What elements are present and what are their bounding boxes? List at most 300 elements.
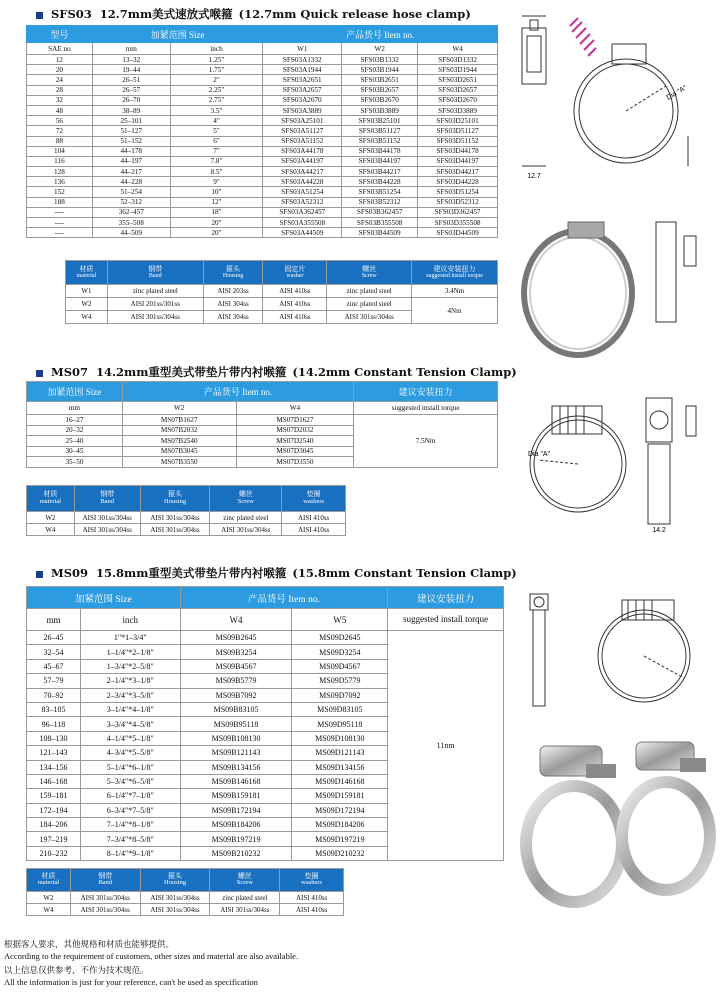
table-cell: 96–118 bbox=[27, 717, 81, 731]
table-cell: MS09D4567 bbox=[292, 659, 388, 673]
table-cell: SFS03A2657 bbox=[263, 85, 342, 95]
table-cell: 7–3/4"*8–5/8" bbox=[80, 832, 180, 846]
table-cell: 136 bbox=[27, 177, 93, 187]
table-cell: 44–178 bbox=[92, 146, 170, 156]
material-header-4 bbox=[282, 486, 346, 512]
table-cell: MS09B83105 bbox=[180, 702, 292, 716]
note-cn-2: 以上信息仅供参考，不作为技术规范。 bbox=[4, 965, 149, 975]
ms07-title bbox=[36, 364, 517, 380]
table-row bbox=[27, 55, 498, 65]
table-cell: 44–228 bbox=[92, 177, 170, 187]
table-cell: 4" bbox=[170, 116, 263, 126]
material-cell: W2 bbox=[27, 892, 71, 904]
table-cell: SFS03A44217 bbox=[263, 167, 342, 177]
table-cell: 44–509 bbox=[92, 228, 170, 238]
material-header-cn: 固定片 bbox=[284, 264, 306, 273]
table-cell: 355–508 bbox=[92, 218, 170, 228]
material-header-en: washers bbox=[301, 879, 323, 887]
table-cell: MS09D83105 bbox=[292, 702, 388, 716]
table-row bbox=[27, 177, 498, 187]
material-cell: AISI 301ss/304ss bbox=[210, 524, 282, 536]
ms07-code: MS07 bbox=[51, 365, 89, 379]
table-cell: MS09B2645 bbox=[180, 631, 292, 645]
table-cell: 1–1/4"*2–1/8" bbox=[80, 645, 180, 659]
table-cell: SFS03D1944 bbox=[418, 65, 498, 75]
header-item-no: 产品货号 Item no. bbox=[180, 587, 388, 609]
table-row bbox=[27, 65, 498, 75]
material-row bbox=[27, 904, 344, 916]
table-cell: SFS03D1332 bbox=[418, 55, 498, 65]
material-header-cn: 钢带 bbox=[98, 871, 113, 880]
material-cell: AISI 301ss/304ss bbox=[74, 512, 140, 524]
material-header-en: material bbox=[76, 273, 97, 280]
table-cell: 197–219 bbox=[27, 832, 81, 846]
table-cell: 134–156 bbox=[27, 760, 81, 774]
mat-row-w1-housing: AISI 203ss bbox=[203, 285, 263, 298]
header-inch: inch bbox=[170, 43, 263, 55]
table-cell: SFS03A51254 bbox=[263, 187, 342, 197]
table-cell: ---- bbox=[27, 207, 93, 217]
table-cell: SFS03D2651 bbox=[418, 75, 498, 85]
ms07-size-table bbox=[26, 381, 498, 468]
material-header-4 bbox=[280, 869, 344, 892]
table-cell: 45–67 bbox=[27, 659, 81, 673]
material-cell: AISI 301ss/304ss bbox=[140, 892, 210, 904]
material-header-1 bbox=[74, 486, 140, 512]
table-row bbox=[27, 218, 498, 228]
ms09-size-table bbox=[26, 586, 504, 861]
ms09-title bbox=[36, 565, 517, 581]
table-cell: 88 bbox=[27, 136, 93, 146]
material-header-cn: 箍头 bbox=[226, 264, 241, 273]
material-header-3 bbox=[263, 261, 327, 285]
table-cell: 26–57 bbox=[92, 85, 170, 95]
table-cell: 2" bbox=[170, 75, 263, 85]
mat-row-w4-washer: AISI 410ss bbox=[263, 311, 327, 324]
table-cell: SFS03A44228 bbox=[263, 177, 342, 187]
table-cell: 5–3/4"*6–5/8" bbox=[80, 774, 180, 788]
header-inch: inch bbox=[80, 609, 180, 631]
table-cell: 35–50 bbox=[27, 457, 123, 468]
table-cell: MS09D3254 bbox=[292, 645, 388, 659]
table-cell: 57–79 bbox=[27, 674, 81, 688]
material-header-2 bbox=[140, 869, 210, 892]
mat-row-w4-screw: AISI 301ss/304ss bbox=[327, 311, 412, 324]
table-cell: MS09D210232 bbox=[292, 846, 388, 860]
table-cell: 26–51 bbox=[92, 75, 170, 85]
table-cell: SFS03D52312 bbox=[418, 197, 498, 207]
table-cell: 159–181 bbox=[27, 789, 81, 803]
table-cell: 184–206 bbox=[27, 818, 81, 832]
material-header-en: Screw bbox=[236, 879, 253, 887]
table-row bbox=[27, 95, 498, 105]
table-cell: 18" bbox=[170, 207, 263, 217]
material-header-cn: 垫圈 bbox=[306, 490, 321, 499]
table-row bbox=[27, 75, 498, 85]
table-cell: 10" bbox=[170, 187, 263, 197]
material-cell: AISI 301ss/304ss bbox=[70, 892, 140, 904]
ms09-product-photo bbox=[516, 726, 720, 922]
note-en-2: All the information is just for your reference, can't be used as specification bbox=[4, 977, 258, 987]
table-row bbox=[27, 146, 498, 156]
table-cell: 3–1/4"*4–1/8" bbox=[80, 702, 180, 716]
table-cell: MS09B121143 bbox=[180, 746, 292, 760]
table-cell: SFS03B1944 bbox=[342, 65, 418, 75]
table-cell: SFS03A52312 bbox=[263, 197, 342, 207]
table-cell: MS09D108130 bbox=[292, 731, 388, 745]
material-header-3 bbox=[210, 869, 280, 892]
note-cn-1: 根据客人要求，其他规格和材质也能够提供。 bbox=[4, 939, 175, 949]
header-w1: W1 bbox=[263, 43, 342, 55]
table-cell: 30–45 bbox=[27, 446, 123, 457]
table-cell: SFS03B51254 bbox=[342, 187, 418, 197]
table-cell: 19–44 bbox=[92, 65, 170, 75]
table-cell: 1–3/4"*2–5/8" bbox=[80, 659, 180, 673]
table-cell: 13–32 bbox=[92, 55, 170, 65]
table-row bbox=[27, 85, 498, 95]
table-cell: 12" bbox=[170, 197, 263, 207]
material-cell: AISI 410ss bbox=[280, 904, 344, 916]
table-cell: 52–312 bbox=[92, 197, 170, 207]
table-cell: 108–130 bbox=[27, 731, 81, 745]
note-en-1: According to the requirement of customers, other sizes and material are also available. bbox=[4, 951, 299, 961]
material-header-en: Band bbox=[98, 879, 113, 887]
table-cell: 3.5" bbox=[170, 105, 263, 115]
ms07-material-table bbox=[26, 485, 346, 536]
material-cell: W4 bbox=[27, 904, 71, 916]
table-cell: MS07B2032 bbox=[122, 425, 236, 436]
material-header-cn: 螺丝 bbox=[362, 264, 377, 273]
material-cell: AISI 301ss/304ss bbox=[140, 904, 210, 916]
table-cell: 128 bbox=[27, 167, 93, 177]
header-torque: 建议安装扭力 bbox=[388, 587, 504, 609]
table-row bbox=[27, 116, 498, 126]
title-bullet-icon bbox=[36, 571, 43, 578]
table-cell: 7" bbox=[170, 146, 263, 156]
ms09-title-en: (15.8mm Constant Tension Clamp) bbox=[292, 566, 517, 580]
table-cell: 16–27 bbox=[27, 415, 123, 426]
header-w5: W5 bbox=[292, 609, 388, 631]
table-cell: 210–232 bbox=[27, 846, 81, 860]
table-cell: 44–217 bbox=[92, 167, 170, 177]
table-cell: MS09B134156 bbox=[180, 760, 292, 774]
table-cell: 1.75" bbox=[170, 65, 263, 75]
header-mm: mm bbox=[27, 609, 81, 631]
table-cell: 6" bbox=[170, 136, 263, 146]
table-cell: SFS03B44228 bbox=[342, 177, 418, 187]
header-range: 加紧范围 Size bbox=[27, 382, 123, 402]
table-cell: MS09B7092 bbox=[180, 688, 292, 702]
table-row bbox=[27, 207, 498, 217]
header-range: 加紧范围 Size bbox=[92, 26, 263, 43]
sfs03-dim-dia: Dia "A" bbox=[665, 84, 689, 102]
table-cell: MS09B3254 bbox=[180, 645, 292, 659]
sfs03-title-en: (12.7mm Quick release hose clamp) bbox=[238, 7, 471, 21]
table-cell: MS09D172194 bbox=[292, 803, 388, 817]
table-cell: SFS03D2670 bbox=[418, 95, 498, 105]
table-cell: 48 bbox=[27, 105, 93, 115]
table-cell: MS09B172194 bbox=[180, 803, 292, 817]
material-header-en: Housing bbox=[222, 273, 244, 280]
header-item-no: 产品货号 Item no. bbox=[263, 26, 498, 43]
mat-row-w24-torque: 4Nm bbox=[412, 298, 498, 324]
table-row bbox=[27, 126, 498, 136]
table-cell: 116 bbox=[27, 156, 93, 166]
material-header-en: Band bbox=[148, 273, 162, 280]
table-cell: SFS03D44228 bbox=[418, 177, 498, 187]
table-cell: SFS03A2670 bbox=[263, 95, 342, 105]
mat-row-w1-washer: AISI 410ss bbox=[263, 285, 327, 298]
table-cell: MS09B4567 bbox=[180, 659, 292, 673]
table-cell: MS09B5779 bbox=[180, 674, 292, 688]
material-header-0 bbox=[66, 261, 108, 285]
table-cell: MS07D2540 bbox=[236, 436, 354, 447]
table-cell: SFS03B2651 bbox=[342, 75, 418, 85]
table-cell: 32 bbox=[27, 95, 93, 105]
material-row bbox=[27, 524, 346, 536]
table-cell: SFS03D44197 bbox=[418, 156, 498, 166]
table-cell: MS07D3045 bbox=[236, 446, 354, 457]
ms07-title-en: (14.2mm Constant Tension Clamp) bbox=[292, 365, 517, 379]
table-cell: MS09B95118 bbox=[180, 717, 292, 731]
table-cell: MS09D95118 bbox=[292, 717, 388, 731]
table-cell: SFS03B362457 bbox=[342, 207, 418, 217]
table-cell: 32–54 bbox=[27, 645, 81, 659]
mat-row-w1-band: zinc plated steel bbox=[107, 285, 203, 298]
table-cell: MS09D7092 bbox=[292, 688, 388, 702]
material-row bbox=[27, 892, 344, 904]
ms09-title-cn: 15.8mm重型美式带垫片带内衬喉箍 bbox=[96, 566, 287, 580]
table-cell: SFS03A51127 bbox=[263, 126, 342, 136]
material-header-cn: 材质 bbox=[43, 490, 58, 499]
material-cell: AISI 410ss bbox=[280, 892, 344, 904]
table-cell: SFS03B52312 bbox=[342, 197, 418, 207]
table-cell: 7–1/4"*8–1/8" bbox=[80, 818, 180, 832]
table-cell: ---- bbox=[27, 228, 93, 238]
table-cell: MS07B1627 bbox=[122, 415, 236, 426]
material-header-2 bbox=[140, 486, 210, 512]
table-cell: SFS03B44178 bbox=[342, 146, 418, 156]
mat-row-w1-grade: W1 bbox=[66, 285, 108, 298]
table-cell: SFS03B51127 bbox=[342, 126, 418, 136]
table-cell: 152 bbox=[27, 187, 93, 197]
table-cell: SFS03A355508 bbox=[263, 218, 342, 228]
material-header-en: Screw bbox=[361, 273, 377, 280]
table-cell: MS09B146168 bbox=[180, 774, 292, 788]
table-cell: SFS03A25101 bbox=[263, 116, 342, 126]
table-row bbox=[27, 105, 498, 115]
material-header-0 bbox=[27, 869, 71, 892]
table-cell: SFS03A2651 bbox=[263, 75, 342, 85]
material-cell: AISI 301ss/304ss bbox=[70, 904, 140, 916]
table-cell: SFS03D355508 bbox=[418, 218, 498, 228]
table-cell: 9" bbox=[170, 177, 263, 187]
table-cell: 38–89 bbox=[92, 105, 170, 115]
table-cell: MS09B210232 bbox=[180, 846, 292, 860]
material-header-cn: 箍头 bbox=[168, 490, 183, 499]
header-w4: W4 bbox=[418, 43, 498, 55]
title-bullet-icon bbox=[36, 12, 43, 19]
sfs03-technical-drawing bbox=[508, 6, 720, 206]
table-cell: MS07D2032 bbox=[236, 425, 354, 436]
material-header-cn: 螺丝 bbox=[237, 871, 252, 880]
table-cell: MS09B197219 bbox=[180, 832, 292, 846]
table-cell: 2.25" bbox=[170, 85, 263, 95]
table-cell: SFS03B51152 bbox=[342, 136, 418, 146]
table-cell: MS07B2540 bbox=[122, 436, 236, 447]
table-cell: 8.5" bbox=[170, 167, 263, 177]
ms09-material-table bbox=[26, 868, 344, 916]
table-cell: 6–3/4"*7–5/8" bbox=[80, 803, 180, 817]
table-cell: SFS03B2657 bbox=[342, 85, 418, 95]
table-cell: 24 bbox=[27, 75, 93, 85]
ms09-technical-drawing bbox=[516, 586, 720, 722]
material-header-4 bbox=[327, 261, 412, 285]
material-header-5 bbox=[412, 261, 498, 285]
table-row bbox=[27, 415, 498, 426]
table-cell: SFS03D44178 bbox=[418, 146, 498, 156]
table-row bbox=[27, 167, 498, 177]
mat-row-w2-screw: zinc plated steel bbox=[327, 298, 412, 311]
material-cell: AISI 301ss/304ss bbox=[140, 512, 210, 524]
table-cell: 104 bbox=[27, 146, 93, 156]
ms09-code: MS09 bbox=[51, 566, 89, 580]
table-cell: 51–152 bbox=[92, 136, 170, 146]
table-cell: MS09D159181 bbox=[292, 789, 388, 803]
material-header-cn: 建议安装扭力 bbox=[433, 264, 476, 273]
material-header-en: suggested install torque bbox=[426, 273, 483, 280]
table-cell: SFS03A44178 bbox=[263, 146, 342, 156]
mat-row-w1-screw: zinc plated steel bbox=[327, 285, 412, 298]
table-cell: MS09D197219 bbox=[292, 832, 388, 846]
table-row bbox=[27, 631, 504, 645]
material-header-en: material bbox=[39, 497, 62, 505]
table-cell: MS07D3550 bbox=[236, 457, 354, 468]
table-cell: MS09B184206 bbox=[180, 818, 292, 832]
mat-row-w2-band: AISI 201ss/301ss bbox=[107, 298, 203, 311]
header-w4: W4 bbox=[236, 402, 354, 415]
table-cell: 2.75" bbox=[170, 95, 263, 105]
table-cell: SFS03A362457 bbox=[263, 207, 342, 217]
table-cell: 12 bbox=[27, 55, 93, 65]
table-cell: 2–1/4"*3–1/8" bbox=[80, 674, 180, 688]
material-cell: AISI 301ss/304ss bbox=[140, 524, 210, 536]
table-cell: SFS03A1332 bbox=[263, 55, 342, 65]
table-cell: MS09B108130 bbox=[180, 731, 292, 745]
table-cell: SFS03A44509 bbox=[263, 228, 342, 238]
material-header-cn: 材质 bbox=[41, 871, 56, 880]
table-cell: 362–457 bbox=[92, 207, 170, 217]
table-cell: 83–105 bbox=[27, 702, 81, 716]
table-row bbox=[27, 187, 498, 197]
material-header-cn: 钢带 bbox=[100, 490, 115, 499]
mat-row-w2-grade: W2 bbox=[66, 298, 108, 311]
table-cell: 26–70 bbox=[92, 95, 170, 105]
table-cell: 121–143 bbox=[27, 746, 81, 760]
table-cell: SFS03B44217 bbox=[342, 167, 418, 177]
table-cell: 20" bbox=[170, 218, 263, 228]
material-cell: AISI 301ss/304ss bbox=[210, 904, 280, 916]
header-w4: W4 bbox=[180, 609, 292, 631]
material-header-en: Screw bbox=[237, 497, 254, 505]
table-cell: SFS03D2657 bbox=[418, 85, 498, 95]
mat-row-w4-grade: W4 bbox=[66, 311, 108, 324]
ms07-title-cn: 14.2mm重型美式带垫片带内衬喉箍 bbox=[96, 365, 287, 379]
header-w2: W2 bbox=[342, 43, 418, 55]
material-header-en: Housing bbox=[164, 497, 187, 505]
mat-row-w2-washer: AISI 410ss bbox=[263, 298, 327, 311]
table-cell: 172–194 bbox=[27, 803, 81, 817]
sfs03-title-cn: 12.7mm美式速放式喉箍 bbox=[99, 7, 233, 21]
table-cell: SFS03B25101 bbox=[342, 116, 418, 126]
material-header-0 bbox=[27, 486, 75, 512]
material-header-cn: 垫圈 bbox=[304, 871, 319, 880]
table-cell: 26–45 bbox=[27, 631, 81, 645]
sfs03-title bbox=[36, 6, 471, 22]
mat-row-w4-band: AISI 301ss/304ss bbox=[107, 311, 203, 324]
table-cell: MS09D5779 bbox=[292, 674, 388, 688]
table-row bbox=[27, 228, 498, 238]
table-cell: MS09D184206 bbox=[292, 818, 388, 832]
material-header-1 bbox=[107, 261, 203, 285]
table-cell: MS09D121143 bbox=[292, 746, 388, 760]
table-row bbox=[27, 136, 498, 146]
material-cell: AISI 410ss bbox=[282, 524, 346, 536]
table-cell: 20–32 bbox=[27, 425, 123, 436]
material-header-en: washer bbox=[286, 273, 304, 280]
mat-row-w2-housing: AISI 304ss bbox=[203, 298, 263, 311]
material-cell: W4 bbox=[27, 524, 75, 536]
header-torque-en: suggested install torque bbox=[388, 609, 504, 631]
sfs03-size-table bbox=[26, 25, 498, 238]
table-cell: SFS03D51254 bbox=[418, 187, 498, 197]
material-row bbox=[27, 512, 346, 524]
table-cell: MS09D2645 bbox=[292, 631, 388, 645]
material-cell: zinc plated steel bbox=[210, 892, 280, 904]
header-torque-en: suggested install torque bbox=[354, 402, 498, 415]
material-header-1 bbox=[70, 869, 140, 892]
table-cell: SFS03D25101 bbox=[418, 116, 498, 126]
table-cell: SFS03B2670 bbox=[342, 95, 418, 105]
material-header-cn: 螺丝 bbox=[238, 490, 253, 499]
table-cell: 20 bbox=[27, 65, 93, 75]
table-cell: 2–3/4"*3–5/8" bbox=[80, 688, 180, 702]
header-sae: SAE no bbox=[27, 43, 93, 55]
material-cell: AISI 410ss bbox=[282, 512, 346, 524]
table-cell: 188 bbox=[27, 197, 93, 207]
material-header-2 bbox=[203, 261, 263, 285]
header-w2: W2 bbox=[122, 402, 236, 415]
table-cell: 4–1/4"*5–1/8" bbox=[80, 731, 180, 745]
title-bullet-icon bbox=[36, 370, 43, 377]
ms07-dim-width: 14.2 bbox=[652, 527, 666, 534]
header-item-no: 产品货号 Item no. bbox=[122, 382, 353, 402]
header-mm: mm bbox=[92, 43, 170, 55]
material-header-cn: 箍头 bbox=[168, 871, 183, 880]
table-cell: 146–168 bbox=[27, 774, 81, 788]
material-header-en: Housing bbox=[164, 879, 187, 887]
table-cell: SFS03A44197 bbox=[263, 156, 342, 166]
table-cell: 56 bbox=[27, 116, 93, 126]
sfs03-photo-drawing bbox=[508, 208, 720, 358]
table-cell: 51–254 bbox=[92, 187, 170, 197]
table-cell: 1.25" bbox=[170, 55, 263, 65]
table-cell: 7.8" bbox=[170, 156, 263, 166]
material-header-en: Band bbox=[100, 497, 115, 505]
table-cell: 51–127 bbox=[92, 126, 170, 136]
table-cell: MS07B3550 bbox=[122, 457, 236, 468]
table-cell: 8–1/4"*9–1/8" bbox=[80, 846, 180, 860]
